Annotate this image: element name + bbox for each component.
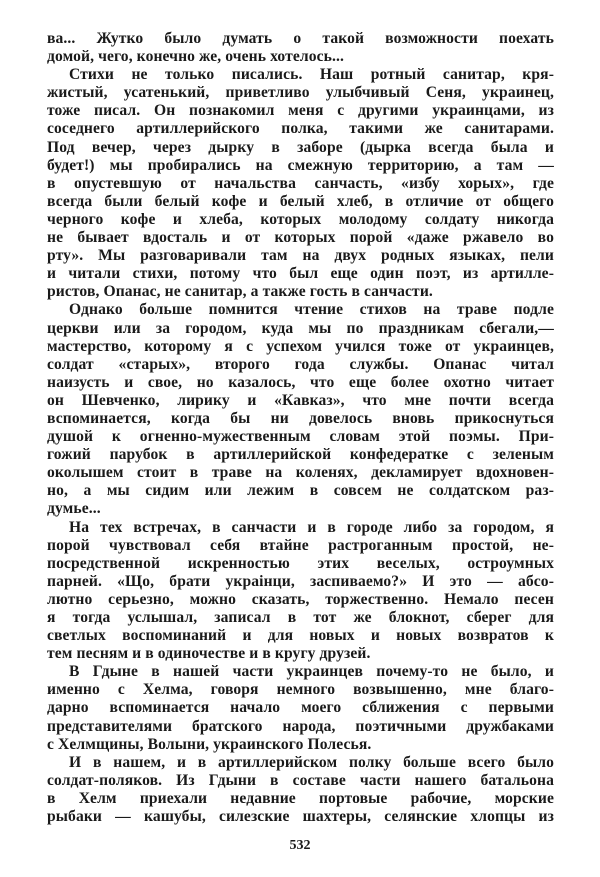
text-line: всегда были белый кофе и белый хлеб, в отличие от общего xyxy=(47,192,554,210)
text-line: В Гдыне в нашей части украинцев почему-то не было, и xyxy=(69,663,554,681)
text-line: и читали стихи, потому что был еще один поэт, из артилле- xyxy=(47,265,554,283)
text-line: гожий парубок в артиллерийской конфедератке с зеленым xyxy=(47,446,554,464)
text-line: ристов, Опанас, не санитар, а также гость в санчасти. xyxy=(47,283,433,301)
paragraph xyxy=(47,754,554,826)
text-line: ва... Жутко было думать о такой возможности поехать xyxy=(47,30,554,47)
text-line: светлых воспоминаний и для новых и новых возвратов к xyxy=(47,627,554,645)
text-line: вспоминается, когда бы ни довелось вновь прикоснуться xyxy=(47,409,554,427)
paragraph xyxy=(47,301,554,518)
text-line: черного кофе и хлеба, которых молодому солдату никогда xyxy=(47,210,554,228)
text-line: именно с Хелма, говоря немного возвышенно, мне благо- xyxy=(47,681,554,699)
text-line: рыбаки — кашубы, силезские шахтеры, селянские хлопцы из xyxy=(47,808,554,826)
text-line: Однако больше помнится чтение стихов на траве подле xyxy=(69,301,554,319)
text-line: солдат «старых», второго года службы. Опанас читал xyxy=(47,355,554,373)
text-line: Стихи не только писались. Наш ротный санитар, кря- xyxy=(69,66,554,84)
text-line: Под вечер, через дырку в заборе (дырка всегда была и xyxy=(47,138,554,156)
text-line: тем песням и в одиночестве и в кругу друзей. xyxy=(47,645,371,663)
text-line: в Хелм приехали недавние портовые рабочие, морские xyxy=(47,789,554,807)
text-line: он Шевченко, лирику и «Кавказ», что мне почти всегда xyxy=(47,391,554,409)
paragraph xyxy=(47,30,554,66)
text-line: наизусть и свое, но казалось, что еще более охотно читает xyxy=(47,373,554,391)
text-line: душой к огненно-мужественным словам этой поэмы. При- xyxy=(47,428,554,446)
paragraph xyxy=(47,663,554,753)
text-line: церкви или за городом, куда мы по праздникам сбегали,— xyxy=(47,319,554,337)
text-line: солдат-поляков. Из Гдыни в составе части нашего батальона xyxy=(47,771,554,789)
paragraph xyxy=(47,519,554,664)
text-line: тоже писал. Он познакомил меня с другими украинцами, из xyxy=(47,102,554,120)
text-line: домой, чего, конечно же, очень хотелось... xyxy=(47,48,344,66)
text-line: рту». Мы разговаривали там на двух родных языках, пели xyxy=(47,247,554,265)
text-line: не бывает вдосталь и от которых порой «даже ржавело во xyxy=(47,229,554,247)
text-line: жистый, усатенький, приветливо улыбчивый Сеня, украинец, xyxy=(47,84,554,102)
text-line: дарно вспоминается начало моего сближения с первыми xyxy=(47,699,554,717)
text-line: но, а мы сидим или лежим в совсем не солдатском раз- xyxy=(47,482,554,500)
text-line: порой чувствовал себя втайне растроганным простой, не- xyxy=(47,536,554,554)
page-number: 532 xyxy=(289,838,311,853)
text-line: с Хелмщины, Волыни, украинского Полесья. xyxy=(47,735,372,753)
page-body-text xyxy=(47,30,554,826)
text-line: На тех встречах, в санчасти и в городе либо за городом, я xyxy=(69,518,554,536)
text-line: околышем стоит в траве на коленях, декламирует вдохновен- xyxy=(47,464,554,482)
text-line: лютно серьезно, можно сказать, торжественно. Немало песен xyxy=(47,590,554,608)
text-line: И в нашем, и в артиллерийском полку больше всего было xyxy=(69,753,554,771)
text-line: думье... xyxy=(47,500,101,518)
text-line: я тогда услышал, записал в тот же блокнот, сберег для xyxy=(47,609,554,626)
text-line: представителями братского народа, поэтичными дружбаками xyxy=(47,717,554,735)
text-line: посредственной искренностью этих веселых, остроумных xyxy=(47,554,554,572)
text-line: соседнего артиллерийского полка, такими же санитарами. xyxy=(47,120,554,138)
text-line: мастерство, которому я с успехом учился тоже от украинцев, xyxy=(47,337,554,355)
text-line: парней. «Що, брати украінци, заспиваемо?» И это — абсо- xyxy=(47,572,554,590)
text-line: в опустевшую от начальства санчасть, «избу хорых», где xyxy=(47,174,554,192)
text-line: будет!) мы пробирались на смежную территорию, а там — xyxy=(47,156,554,174)
paragraph xyxy=(47,66,554,301)
